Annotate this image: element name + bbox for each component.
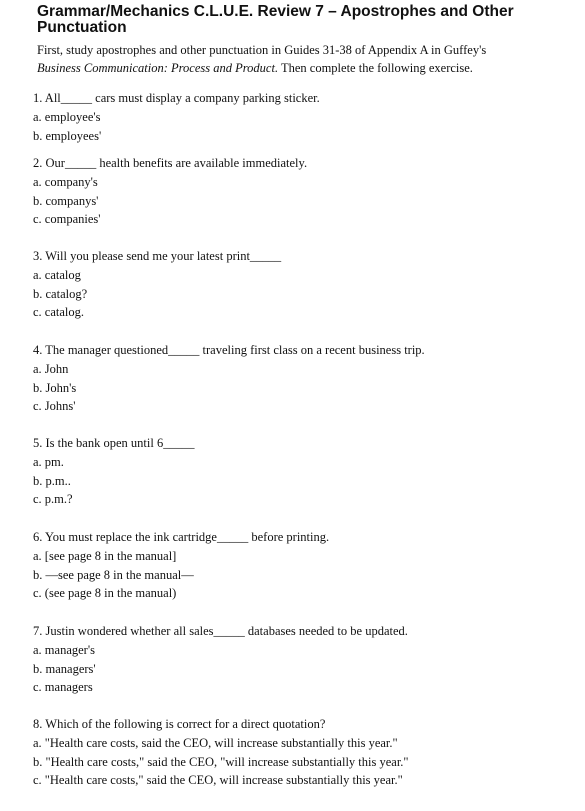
- question-7-options: [33, 641, 563, 697]
- question-6-option-a: a. [see page 8 in the manual]: [33, 549, 177, 563]
- question-7-stem: 7. Justin wondered whether all sales_____ databases needed to be updated.: [33, 624, 408, 638]
- question-3-option-c: c. catalog.: [33, 305, 85, 319]
- question-8-option-b: b. "Health care costs," said the CEO, "will increase substantially this year.": [33, 754, 409, 769]
- question-2: [33, 154, 563, 229]
- question-8-option-a: a. "Health care costs, said the CEO, will increase substantially this year.": [33, 736, 398, 750]
- question-6-options: [33, 547, 563, 603]
- question-1-stem: 1. All_____ cars must display a company parking sticker.: [33, 91, 320, 105]
- question-2-option-a: a. company's: [33, 175, 98, 189]
- question-4-stem: 4. The manager questioned_____ traveling first class on a recent business trip.: [33, 343, 425, 357]
- question-4-option-a: a. John: [33, 362, 69, 376]
- question-2-stem: 2. Our_____ health benefits are available immediately.: [33, 156, 308, 170]
- question-4-option-b: b. John's: [33, 380, 77, 395]
- instructions: [37, 41, 567, 77]
- question-2-option-c: c. companies': [33, 212, 101, 226]
- question-1-options: [33, 108, 563, 145]
- question-7-option-a: a. manager's: [33, 643, 95, 657]
- question-6: [33, 528, 563, 603]
- question-7: [33, 622, 563, 697]
- question-1-option-a: a. employee's: [33, 110, 101, 124]
- question-2-option-b: b. companys': [33, 193, 99, 208]
- title-line-1: Grammar/Mechanics C.L.U.E. Review 7 – Apostrophes and Other: [37, 3, 514, 20]
- instructions-line-1: First, study apostrophes and other punctuation in Guides 31-38 of Appendix A in Guffey's: [37, 43, 487, 57]
- instructions-line-2: [37, 59, 567, 77]
- question-5-option-b: b. p.m..: [33, 473, 71, 488]
- question-8: [33, 715, 563, 790]
- question-6-stem: 6. You must replace the ink cartridge_____ before printing.: [33, 530, 330, 544]
- question-4-options: [33, 360, 563, 416]
- page-title: [37, 4, 567, 36]
- question-5-option-a: a. pm.: [33, 455, 64, 469]
- question-5-stem: 5. Is the bank open until 6_____: [33, 436, 195, 450]
- question-3: [33, 247, 563, 322]
- question-8-stem: 8. Which of the following is correct for a direct quotation?: [33, 717, 326, 731]
- question-5: [33, 434, 563, 509]
- question-2-options: [33, 173, 563, 229]
- question-4-option-c: c. Johns': [33, 399, 76, 413]
- question-5-option-c: c. p.m.?: [33, 492, 73, 506]
- book-title: Business Communication: Process and Product.: [37, 61, 279, 75]
- question-3-stem: 3. Will you please send me your latest print_____: [33, 249, 282, 263]
- question-6-option-b: b. —see page 8 in the manual—: [33, 567, 194, 582]
- question-1-option-b: b. employees': [33, 128, 102, 143]
- question-3-options: [33, 266, 563, 322]
- question-8-option-c: c. "Health care costs," said the CEO, will increase substantially this year.": [33, 773, 403, 787]
- question-7-option-c: c. managers: [33, 680, 93, 694]
- question-8-options: [33, 734, 563, 790]
- question-3-option-b: b. catalog?: [33, 286, 88, 301]
- question-5-options: [33, 453, 563, 509]
- instructions-tail: Then complete the following exercise.: [278, 61, 473, 75]
- title-line-2: Punctuation: [37, 19, 127, 36]
- question-4: [33, 341, 563, 416]
- question-7-option-b: b. managers': [33, 661, 96, 676]
- question-3-option-a: a. catalog: [33, 268, 81, 282]
- question-1: [33, 89, 563, 145]
- question-6-option-c: c. (see page 8 in the manual): [33, 586, 177, 600]
